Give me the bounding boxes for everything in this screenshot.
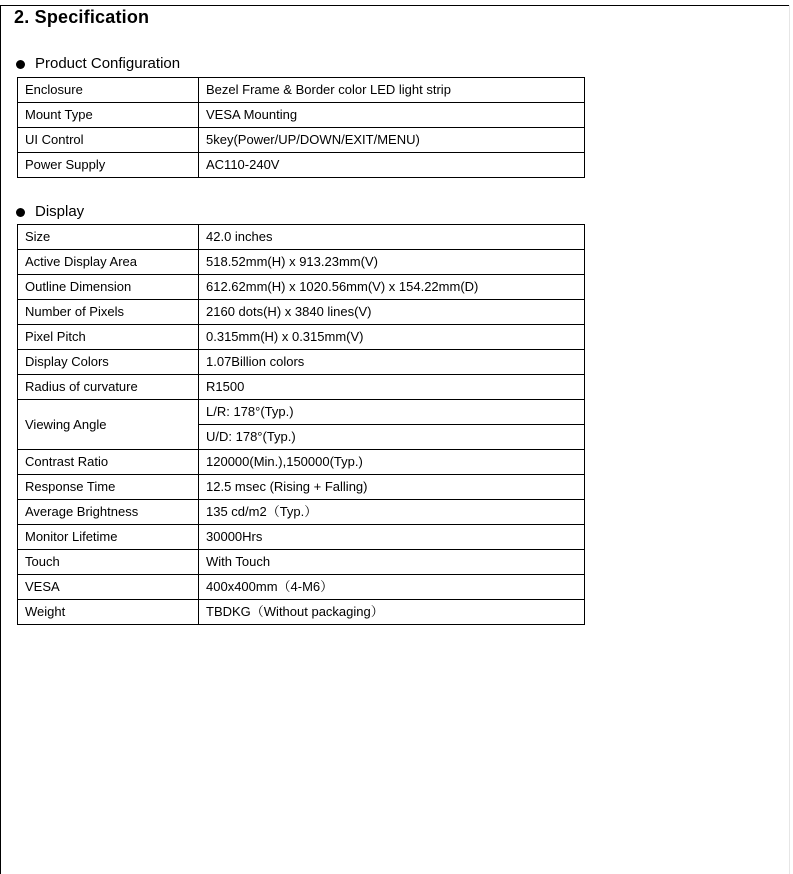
spec-label: Enclosure bbox=[18, 78, 199, 103]
spec-value: 12.5 msec (Rising + Falling) bbox=[199, 475, 585, 500]
right-page-edge bbox=[789, 5, 790, 874]
table-row bbox=[18, 550, 585, 575]
table-row bbox=[18, 475, 585, 500]
bullet-icon bbox=[16, 60, 25, 69]
table-row bbox=[18, 450, 585, 475]
table-row-viewing-angle bbox=[18, 400, 585, 425]
table-row bbox=[18, 350, 585, 375]
spec-label: Average Brightness bbox=[18, 500, 199, 525]
table-row bbox=[18, 250, 585, 275]
spec-value: 30000Hrs bbox=[199, 525, 585, 550]
spec-value: 120000(Min.),150000(Typ.) bbox=[199, 450, 585, 475]
spec-label: UI Control bbox=[18, 128, 199, 153]
spec-label: VESA bbox=[18, 575, 199, 600]
display-table bbox=[17, 224, 585, 625]
table-row bbox=[18, 575, 585, 600]
section-title: Product Configuration bbox=[35, 55, 181, 72]
spec-label-viewing-angle: Viewing Angle bbox=[18, 400, 199, 450]
spec-value-viewing-angle-ud: U/D: 178°(Typ.) bbox=[199, 425, 585, 450]
section-title: Display bbox=[35, 203, 85, 220]
table-row bbox=[18, 275, 585, 300]
spec-value-viewing-angle-lr: L/R: 178°(Typ.) bbox=[199, 400, 585, 425]
spec-label: Active Display Area bbox=[18, 250, 199, 275]
spec-value: 5key(Power/UP/DOWN/EXIT/MENU) bbox=[199, 128, 585, 153]
spec-label: Touch bbox=[18, 550, 199, 575]
left-rule bbox=[0, 5, 1, 874]
table-row bbox=[18, 225, 585, 250]
spec-value: TBDKG（Without packaging） bbox=[199, 600, 585, 625]
table-row bbox=[18, 375, 585, 400]
spec-value: 612.62mm(H) x 1020.56mm(V) x 154.22mm(D) bbox=[199, 275, 585, 300]
spec-value: R1500 bbox=[199, 375, 585, 400]
spec-label: Response Time bbox=[18, 475, 199, 500]
section-display bbox=[16, 202, 84, 222]
spec-value: 2160 dots(H) x 3840 lines(V) bbox=[199, 300, 585, 325]
spec-label: Outline Dimension bbox=[18, 275, 199, 300]
spec-value: Bezel Frame & Border color LED light strip bbox=[199, 78, 585, 103]
table-row bbox=[18, 325, 585, 350]
spec-label: Size bbox=[18, 225, 199, 250]
table-row bbox=[18, 128, 585, 153]
spec-label: Weight bbox=[18, 600, 199, 625]
product-configuration-table bbox=[17, 77, 585, 178]
spec-value: 135 cd/m2（Typ.） bbox=[199, 500, 585, 525]
spec-value: With Touch bbox=[199, 550, 585, 575]
spec-value: 1.07Billion colors bbox=[199, 350, 585, 375]
page-title: 2. Specification bbox=[14, 7, 150, 27]
spec-value: AC110-240V bbox=[199, 153, 585, 178]
spec-value: 400x400mm（4-M6） bbox=[199, 575, 585, 600]
spec-label: Contrast Ratio bbox=[18, 450, 199, 475]
spec-value: VESA Mounting bbox=[199, 103, 585, 128]
section-product-configuration bbox=[16, 54, 180, 74]
table-row bbox=[18, 153, 585, 178]
spec-label: Display Colors bbox=[18, 350, 199, 375]
spec-label: Pixel Pitch bbox=[18, 325, 199, 350]
spec-value: 0.315mm(H) x 0.315mm(V) bbox=[199, 325, 585, 350]
spec-value: 518.52mm(H) x 913.23mm(V) bbox=[199, 250, 585, 275]
table-row bbox=[18, 525, 585, 550]
table-row bbox=[18, 600, 585, 625]
spec-label: Number of Pixels bbox=[18, 300, 199, 325]
spec-label: Power Supply bbox=[18, 153, 199, 178]
table-row bbox=[18, 300, 585, 325]
spec-label: Monitor Lifetime bbox=[18, 525, 199, 550]
spec-label: Radius of curvature bbox=[18, 375, 199, 400]
table-row bbox=[18, 103, 585, 128]
bullet-icon bbox=[16, 208, 25, 217]
table-row bbox=[18, 500, 585, 525]
spec-value: 42.0 inches bbox=[199, 225, 585, 250]
table-row bbox=[18, 78, 585, 103]
spec-label: Mount Type bbox=[18, 103, 199, 128]
